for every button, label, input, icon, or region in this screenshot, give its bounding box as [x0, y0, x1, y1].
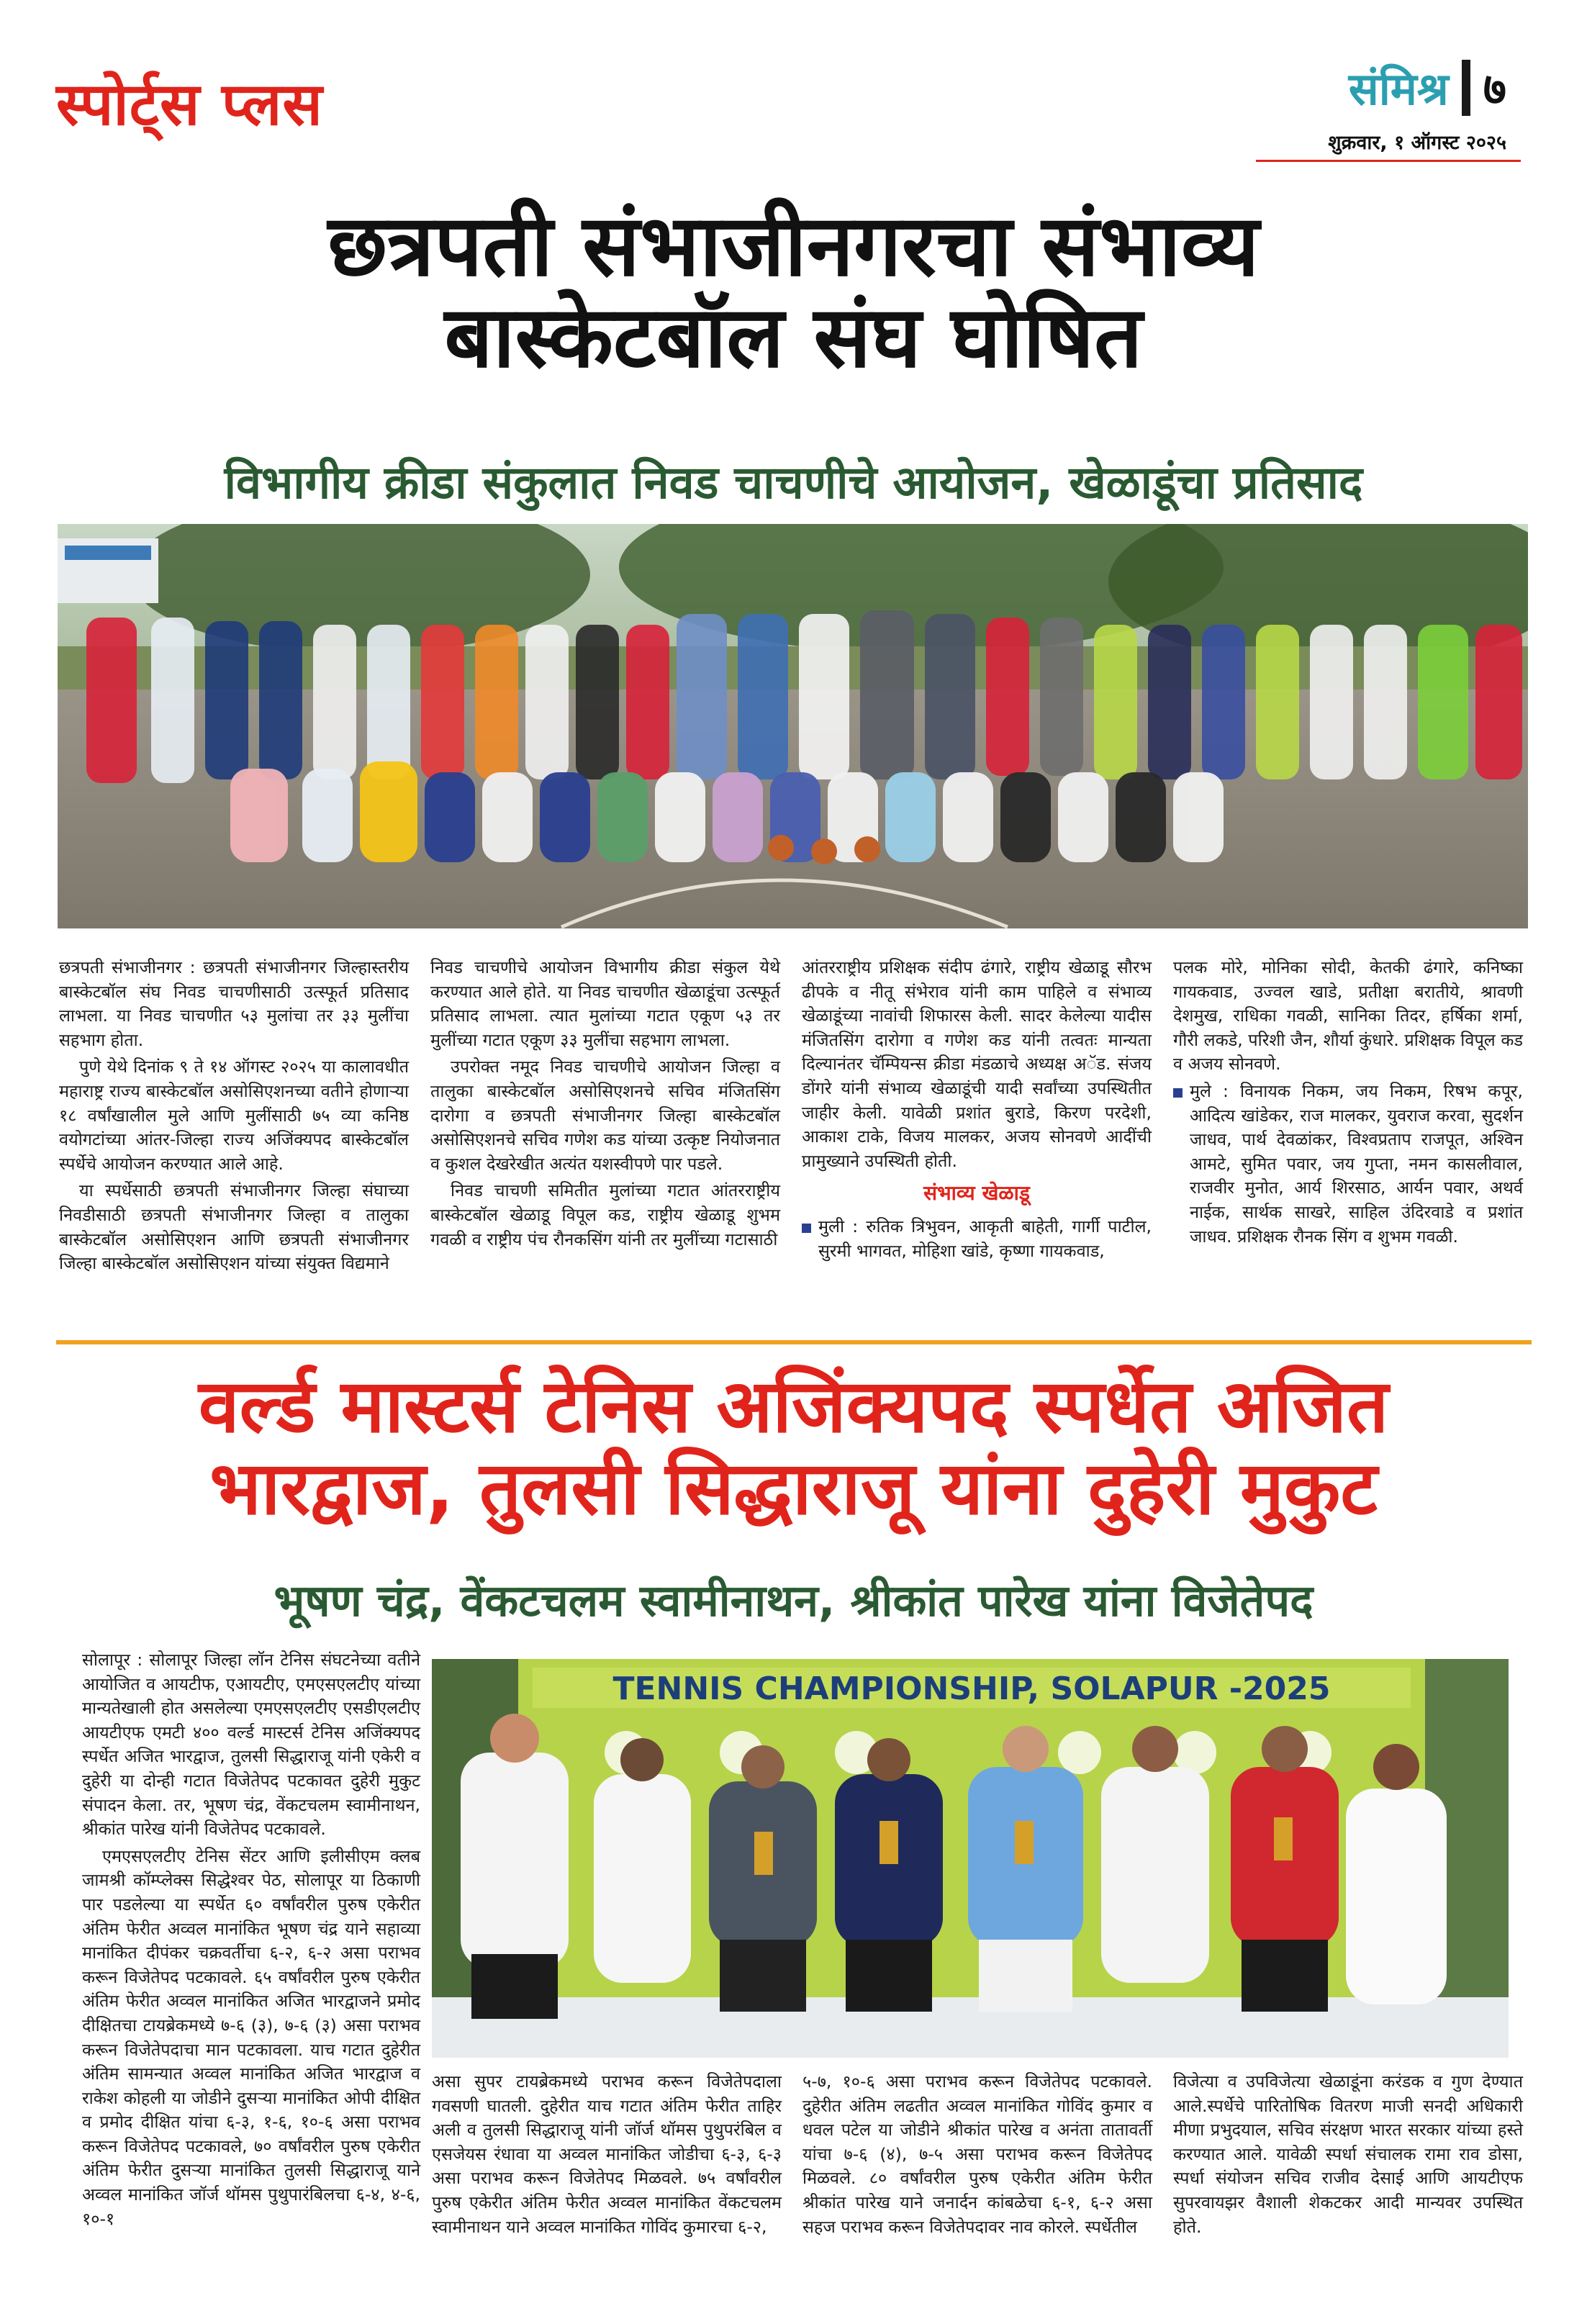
story1-col1-para3: या स्पर्धेसाठी छत्रपती संभाजीनगर जिल्हा संघाच्या निवडीसाठी छत्रपती संभाजीनगर जिल्हा व तालुका बास्केटबॉल असोसिएशन आणि छत्रपती संभाजीनगर जिल्हा बास्केटबॉल असोसिएशन यांच्या संयुक्त विद्यमाने: [59, 1180, 409, 1274]
tennis-winners-photo-graphic: [432, 1659, 1509, 2058]
story2-col3-para1: ५-७, १०-६ असा पराभव करून विजेतेपद पटकावले. दुहेरीत अंतिम लढतीत अव्वल मानांकित गोविंद कुमार व धवल पटेल या जोडीने श्रीकांत पारेख व अनंता तातावर्ती यांचा ७-६ (४), ७-५ असा पराभव करून विजेतेपद मिळवले. ८० वर्षांवरील पुरुष एकेरीत अंतिम फेरीत श्रीकांत पारेख याने जनार्दन कांबळेचा ६-१, ६-२ असा सहज पराभव करून विजेतेपदावर नाव कोरले. स्पर्धेतील: [802, 2071, 1152, 2237]
story2-col1-para1: सोलापूर : सोलापूर जिल्हा लॉन टेनिस संघटनेच्या वतीने आयोजित व आयटीफ, एआयटीए, एमएसएलटीए यांच्या मान्यतेखाली होत असलेल्या एमएसएलटीए एसडीएलटीए आयटीएफ एमटी ४०० वर्ल्ड मास्टर्स टेनिस अजिंक्यपद स्पर्धेत अजित भारद्वाज, तुलसी सिद्धाराजू यांनी एकेरी व दुहेरी या दोन्ही गटात विजेतेपद पटकावत दुहेरी मुकुट संपादन केला. तर, भूषण चंद्र, वेंकटचलम स्वामीनाथन, श्रीकांत पारेख यांनी विजेतेपद पटकावले.: [82, 1650, 420, 1840]
banner-text: TENNIS CHAMPIONSHIP, SOLAPUR -2025: [612, 1670, 1331, 1707]
section-separator: [1462, 60, 1470, 116]
header-rule: [1256, 160, 1521, 162]
boys-list-text: मुले : विनायक निकम, जय निकम, रिषभ कपूर, आदित्य खांडेकर, राज मालकर, युवराज करवा, सुदर्शन जाधव, पार्थ देवळांकर, विश्वप्रताप राजपूत, अश्विन आमटे, सुमित पवार, जय गुप्ता, नमन कासलीवाल, राजवीर मुनोत, आर्य शिरसाठ, आर्यन पवार, अथर्व नाईक, सार्थक साखरे, साहिल उंदिरवाडे व प्रशांत जाधव. प्रशिक्षक रौनक सिंग व शुभम गवळी.: [1190, 1080, 1523, 1247]
story2-col4-para1: विजेत्या व उपविजेत्या खेळाडूंना करंडक व गुण देण्यात आले.स्पर्धेचे पारितोषिक वितरण माजी सनदी अधिकारी मीणा प्रभुदयाल, सचिव संरक्षण भारत सरकार यांच्या हस्ते करण्यात आले. यावेळी स्पर्धा संचालक रामा राव डोसा, स्पर्धा संयोजन सचिव राजीव देसाई आणि आयटीएफ सुपरवायझर वैशाली शेकटकर आदी मान्यवर उपस्थित होते.: [1173, 2071, 1523, 2237]
story2-col1-para2: एमएसएलटीए टेनिस सेंटर आणि इलीसीएम क्लब जामश्री कॉम्प्लेक्स सिद्धेश्वर पेठ, सोलापूर या ठिकाणी पार पडलेल्या या स्पर्धेत ६० वर्षांवरील पुरुष एकेरीत अंतिम फेरीत अव्वल मानांकित भूषण चंद्र याने सहाव्या मानांकित दीपंकर चक्रवर्तीचा ६-२, ६-२ असा पराभव करून विजेतेपद पटकावले. ६५ वर्षांवरील पुरुष एकेरीत अंतिम फेरीत अव्वल मानांकित अजित भारद्वाजने प्रमोद दीक्षितचा टायब्रेकमध्ये ७-६ (३), ७-६ (३) असा पराभव करून विजेतेपदाचा मान पटकावला. याच गटात दुहेरीत अंतिम सामन्यात अव्वल मानांकित अजित भारद्वाज व राकेश कोहली या जोडीने दुसऱ्या मानांकित ओपी दीक्षित व प्रमोद दीक्षित यांचा ६-३, १-६, १०-६ असा पराभव करून विजेतेपद पटकावले, ७० वर्षांवरील पुरुष एकेरीत अंतिम फेरीत दुसऱ्या मानांकित तुलसी सिद्धाराजू याने अव्वल मानांकित जॉर्ज थॉमस पुथुपारंबिलचा ६-४, ४-६, १०-१: [82, 1845, 420, 2229]
story1-column-4: [1173, 956, 1523, 1249]
story1-headline-line2: बास्केटबॉल संघ घोषित: [444, 287, 1143, 387]
boys-list: [1173, 1080, 1523, 1249]
story-divider: [56, 1340, 1532, 1344]
story2-headline: [58, 1366, 1529, 1530]
girls-list: [802, 1215, 1152, 1263]
story1-deck: विभागीय क्रीडा संकुलात निवड चाचणीचे आयोजन, खेळाडूंचा प्रतिसाद: [224, 456, 1363, 509]
story1-col2-para1: निवड चाचणीचे आयोजन विभागीय क्रीडा संकुल येथे करण्यात आले होते. या निवड चाचणीत खेळाडूंचा उत्स्फूर्त प्रतिसाद लाभला. त्यात मुलांच्या गटात एकूण ५३ तर मुलींच्या गटात एकूण ३३ मुलींचा सहभाग लाभला.: [430, 957, 780, 1050]
players-heading: संभाव्य खेळाडू: [923, 1181, 1030, 1206]
story1-column-1: [59, 956, 409, 1279]
basketball-team-photo-graphic: [58, 524, 1528, 928]
story1-column-2: [430, 956, 780, 1254]
story2-deck: भूषण चंद्र, वेंकटचलम स्वामीनाथन, श्रीकांत पारेख यांना विजेतेपद: [273, 1575, 1314, 1627]
story1-col3-para1: आंतरराष्ट्रीय प्रशिक्षक संदीप ढंगारे, राष्ट्रीय खेळाडू सौरभ ढीपके व नीतू संभेराव यांनी काम पाहिले व संभाव्य खेळाडूंच्या नावांची शिफारस केली. सादर केलेल्या यादीस मंजितसिंग दारोगा व गणेश कड यांनी तत्वतः मान्यता दिल्यानंतर चॅम्पियन्स क्रीडा मंडळाचे अध्यक्ष अॅड. संजय डोंगरे यांनी संभाव्य खेळाडूंची यादी सर्वांच्या उपस्थितीत जाहीर केली. यावेळी प्रशांत बुराडे, किरण परदेशी, आकाश टाके, विजय मालकर, अजय सोनवणे आदींची प्रामुख्याने उपस्थिती होती.: [802, 957, 1152, 1171]
girls-list-text: मुली : रुतिक त्रिभुवन, आकृती बाहेती, गार्गी पाटील, सुरमी भागवत, मोहिशा खांडे, कृष्णा गायकवाड,: [818, 1216, 1152, 1261]
basketball-team-photo: [58, 524, 1528, 928]
story1-headline-line1: छत्रपती संभाजीनगरचा संभाव्य: [327, 196, 1260, 295]
story2-column-4: [1173, 2070, 1523, 2242]
story1-col1-para1: छत्रपती संभाजीनगर : छत्रपती संभाजीनगर जिल्हास्तरीय बास्केटबॉल संघ निवड चाचणीसाठी उत्स्फूर्त प्रतिसाद लाभला. या निवड चाचणीत ५३ मुलांचा तर ३३ मुलींचा सहभाग होता.: [59, 957, 409, 1050]
section-label: [1349, 58, 1506, 118]
dateline: शुक्रवार, १ ऑगस्ट २०२५: [1328, 132, 1506, 154]
story1-col1-para2: पुणे येथे दिनांक ९ ते १४ ऑगस्ट २०२५ या कालावधीत महाराष्ट्र राज्य बास्केटबॉल असोसिएशनच्या वतीने होणाऱ्या १८ वर्षांखालील मुले आणि मुलींसाठी ७५ व्या कनिष्ठ वयोगटांच्या आंतर-जिल्हा राज्य अजिंक्यपद बास्केटबॉल स्पर्धेचे आयोजन करण्यात आले आहे.: [59, 1057, 409, 1174]
story2-column-1: [82, 1648, 420, 2234]
girls-list-continued: पलक मोरे, मोनिका सोदी, केतकी ढंगारे, कनिष्का गायकवाड, उज्वल खाडे, प्रतीक्षा बरातीये, श्रावणी देशमुख, राधिका गवळी, सानिका तिदर, हर्षिका शर्मा, गौरी लकडे, परिशी जैन, शौर्या कुंधारे. प्रशिक्षक विपूल कड व अजय सोनवणे.: [1173, 957, 1523, 1075]
tennis-winners-photo: [432, 1659, 1509, 2058]
story1-column-3: [802, 956, 1152, 1264]
story1-headline: [58, 196, 1529, 387]
bullet-square-icon: [802, 1224, 811, 1233]
section-name: संमिश्र: [1348, 63, 1449, 115]
story1-col2-para3: निवड चाचणी समितीत मुलांच्या गटात आंतरराष्ट्रीय बास्केटबॉल खेळाडू विपूल कड, राष्ट्रीय खेळाडू शुभम गवळी व राष्ट्रीय पंच रौनकसिंग यांनी तर मुलींच्या गटासाठी: [430, 1180, 780, 1249]
story2-column-3: [802, 2070, 1152, 2242]
story2-headline-line1: वर्ल्ड मास्टर्स टेनिस अजिंक्यपद स्पर्धेत अजित: [198, 1364, 1389, 1450]
story2-col2-para1: असा सुपर टायब्रेकमध्ये पराभव करून विजेतेपदाला गवसणी घातली. दुहेरीत याच गटात अंतिम फेरीत ताहिर अली व तुलसी सिद्धाराजू यांनी जॉर्ज थॉमस पुथुपरंबिल व एसजेयस रंधावा या अव्वल मानांकित जोडीचा ६-३, ६-३ असा पराभव करून विजेतेपद मिळवले. ७५ वर्षांवरील पुरुष एकेरीत अंतिम फेरीत अव्वल मानांकित वेंकटचलम स्वामीनाथन याने अव्वल मानांकित गोविंद कुमारचा ६-२,: [432, 2071, 782, 2237]
masthead-title: स्पोर्ट्स प्लस: [56, 71, 323, 139]
story2-column-2: [432, 2070, 782, 2242]
story2-headline-line2: भारद्वाज, तुलसी सिद्धाराजू यांना दुहेरी मुकुट: [209, 1446, 1378, 1532]
story1-col2-para2: उपरोक्त नमूद निवड चाचणीचे आयोजन जिल्हा व तालुका बास्केटबॉल असोसिएशनचे सचिव मंजितसिंग दारोगा व छत्रपती संभाजीनगर जिल्हा बास्केटबॉल असोसिएशनचे सचिव गणेश कड यांच्या उत्कृष्ट नियोजनात व कुशल देखरेखीत अत्यंत यशस्वीपणे पार पडले.: [430, 1057, 780, 1174]
bullet-square-icon: [1173, 1088, 1183, 1098]
page-number: ७: [1483, 63, 1506, 115]
